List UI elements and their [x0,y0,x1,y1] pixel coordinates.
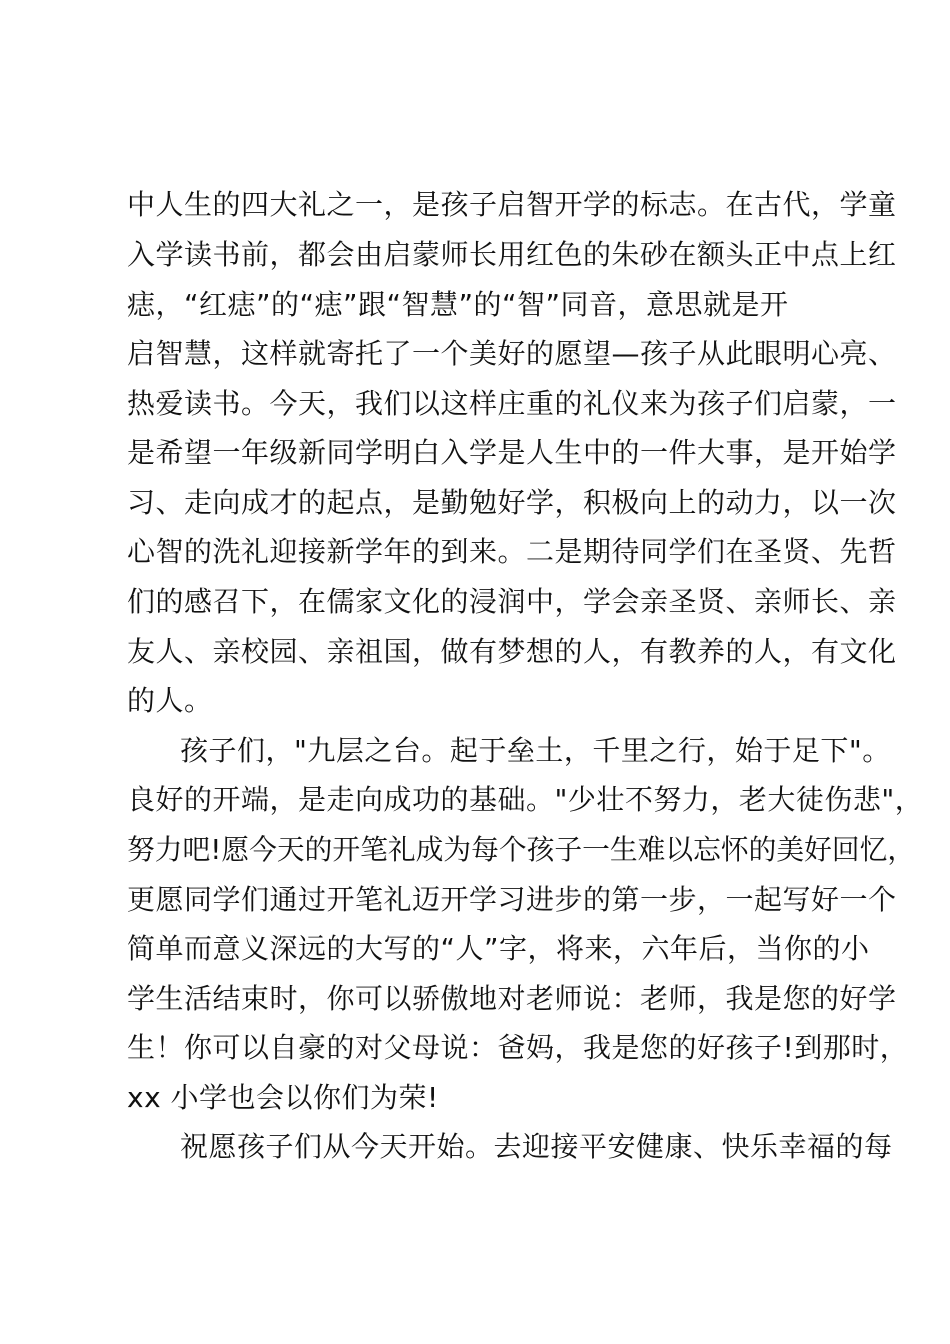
text-line-20: 祝愿孩子们从今天开始。去迎接平安健康、快乐幸福的每 [180,1130,893,1163]
text-line-11: 的人。 [127,684,213,717]
text-line-10: 友人、亲校园、亲祖国，做有梦想的人，有教养的人，有文化 [127,635,897,668]
text-line-6: 是希望一年级新同学明白入学是人生中的一件大事，是开始学 [127,436,897,469]
text-line-19: xx 小学也会以你们为荣! [127,1081,439,1114]
text-line-2: 入学读书前，都会由启蒙师长用红色的朱砂在额头正中点上红 [127,238,897,271]
text-line-15: 更愿同学们通过开笔礼迈开学习进步的第一步，一起写好一个 [127,883,897,916]
text-line-4: 启智慧，这样就寄托了一个美好的愿望—孩子从此眼明心亮、 [127,337,897,370]
text-line-1: 中人生的四大礼之一，是孩子启智开学的标志。在古代，学童 [127,188,897,221]
text-line-16: 简单而意义深远的大写的“人”字，将来，六年后，当你的小 [127,932,870,965]
text-line-18: 生！你可以自豪的对父母说：爸妈，我是您的好孩子!到那时， [127,1031,909,1064]
text-line-9: 们的感召下，在儒家文化的浸润中，学会亲圣贤、亲师长、亲 [127,585,897,618]
text-line-3: 痣，“红痣”的“痣”跟“智慧”的“智”同音，意思就是开 [127,288,789,321]
text-line-13: 良好的开端，是走向成功的基础。"少壮不努力，老大徒伤悲"， [127,783,924,816]
text-line-5: 热爱读书。今天，我们以这样庄重的礼仪来为孩子们启蒙，一 [127,387,897,420]
text-line-17: 学生活结束时，你可以骄傲地对老师说：老师，我是您的好学 [127,982,897,1015]
text-line-8: 心智的洗礼迎接新学年的到来。二是期待同学们在圣贤、先哲 [127,535,897,568]
text-line-12: 孩子们，"九层之台。起于垒土，千里之行，始于足下"。 [180,734,891,767]
text-line-7: 习、走向成才的起点，是勤勉好学，积极向上的动力，以一次 [127,486,897,519]
text-line-14: 努力吧!愿今天的开笔礼成为每个孩子一生难以忘怀的美好回忆， [127,833,916,866]
